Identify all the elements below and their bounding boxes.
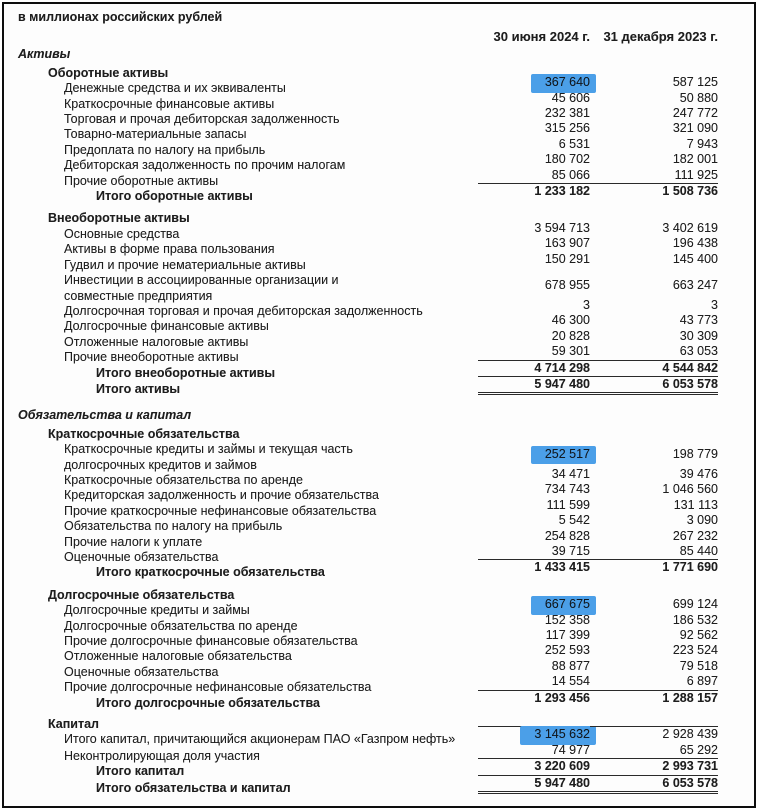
row-label: Долгосрочные обязательства [48,587,235,602]
value-2024: 20 828 [551,328,590,343]
value-2023: 196 438 [672,236,718,251]
row-label: Активы в форме права пользования [64,242,275,257]
value-2024: 5 947 480 [478,775,590,794]
value-2023: 6 053 578 [590,376,718,395]
column-header-30-june-2024: 30 июня 2024 г. [493,29,590,44]
value-2023: 131 113 [673,497,718,512]
row-label: Краткосрочные обязательства [48,426,240,441]
column-header-31-dec-2023: 31 декабря 2023 г. [603,29,718,44]
value-2023: 50 880 [679,90,718,105]
value-2024: 111 599 [546,497,590,512]
value-2023: 3 [711,297,718,312]
value-2024: 150 291 [544,251,590,266]
row-label: Отложенные налоговые обязательства [64,649,292,664]
value-2024: 1 233 182 [478,183,590,199]
row-label: Краткосрочные кредиты и займы и текущая часть долгосрочных кредитов и займов [64,442,353,472]
row-label: Оценочные обязательства [64,664,219,679]
value-2024: 4 714 298 [478,360,590,376]
row-label: Прочие оборотные активы [64,173,219,188]
row-label: Итого активы [96,381,181,396]
row-label: Гудвил и прочие нематериальные активы [64,257,306,272]
table-row [4,775,754,800]
row-label: Основные средства [64,226,180,241]
balance-sheet-table [4,47,754,800]
value-2024: 5 947 480 [478,376,590,395]
row-label: Итого оборотные активы [96,189,253,204]
value-2023: 43 773 [679,313,718,328]
table-row [4,690,754,712]
row-label: Итого обязательства и капитал [96,780,291,795]
value-2023: 3 402 619 [662,220,718,235]
value-2023: 699 124 [672,597,718,612]
value-2023: 223 524 [672,643,718,658]
value-2024: 88 877 [551,658,590,673]
value-2023: 30 309 [679,328,718,343]
row-label: Итого капитал [96,764,185,779]
value-2023: 92 562 [679,628,718,643]
row-label: Итого долгосрочные обязательства [96,695,320,710]
value-2023: 6 053 578 [590,775,718,794]
value-2024: 46 300 [551,313,590,328]
table-row [4,47,754,62]
value-2023: 4 544 842 [590,360,718,376]
row-label: Прочие внеоборотные активы [64,350,239,365]
document-page [2,2,756,808]
value-2023: 1 046 560 [662,482,718,497]
value-2024: 59 301 [551,344,590,359]
row-label: Прочие долгосрочные нефинансовые обязательства [64,680,372,695]
row-label: Прочие налоги к уплате [64,534,203,549]
value-2023: 6 897 [686,674,718,689]
value-2023: 145 400 [672,251,718,266]
value-2024 [478,597,590,612]
value-2023: 182 001 [672,152,718,167]
row-label: Внеоборотные активы [48,211,190,226]
value-2023: 79 518 [679,658,718,673]
table-row [4,427,754,442]
value-2023: 247 772 [672,106,718,121]
row-label: Неконтролирующая доля участия [64,748,260,763]
value-2024: 734 743 [544,482,590,497]
value-2023: 587 125 [672,75,718,90]
row-label: Долгосрочная торговая и прочая дебиторская задолженность [64,303,423,318]
value-2024: 1 433 415 [478,559,590,575]
value-2023: 198 779 [672,446,718,461]
value-2023: 1 508 736 [590,183,718,199]
highlighted-value[interactable]: 667 675 [531,596,596,614]
value-2023: 1 288 157 [590,690,718,706]
highlighted-value[interactable]: 252 517 [531,446,596,464]
value-2023: 3 090 [686,513,718,528]
value-2024: 6 531 [558,136,590,151]
row-label: Предоплата по налогу на прибыль [64,142,266,157]
row-label: Долгосрочные кредиты и займы [64,603,250,618]
value-2023: 111 925 [674,167,718,182]
value-2024: 1 293 456 [478,690,590,706]
row-label: Прочие долгосрочные финансовые обязательства [64,634,358,649]
table-row [4,376,754,401]
value-2024: 163 907 [544,236,590,251]
row-label: Инвестиции в ассоциированные организации и совместные предприятия [64,273,339,303]
value-2023: 2 928 439 [590,726,718,742]
value-2024: 3 594 713 [534,220,590,235]
value-2023: 2 993 731 [590,758,718,774]
row-label: Итого капитал, причитающийся акционерам ПАО «Газпром нефть» [64,732,456,747]
row-label: Прочие краткосрочные нефинансовые обязательства [64,503,377,518]
value-2024: 3 [583,297,590,312]
value-2024: 117 399 [545,628,590,643]
value-2024: 39 715 [551,544,590,558]
value-2024: 254 828 [544,528,590,543]
table-row [4,184,754,205]
table-row [4,408,754,423]
value-2024 [478,75,590,90]
column-headers [4,29,754,44]
row-label: Краткосрочные финансовые активы [64,96,275,111]
row-label: Оборотные активы [48,65,169,80]
row-label: Итого краткосрочные обязательства [96,565,325,580]
row-label: Активы [18,47,71,62]
row-label: Краткосрочные обязательства по аренде [64,472,303,487]
value-2024 [478,726,590,742]
value-2024: 152 358 [544,612,590,627]
value-2024: 180 702 [544,152,590,167]
value-2023: 7 943 [686,136,718,151]
value-2023: 63 053 [679,344,718,359]
value-2024: 3 220 609 [478,758,590,774]
row-label: Итого внеоборотные активы [96,365,276,380]
row-label: Торговая и прочая дебиторская задолженность [64,112,340,127]
value-2023: 1 771 690 [590,559,718,575]
highlighted-value[interactable]: 3 145 632 [520,726,596,744]
value-2023: 186 532 [672,612,718,627]
row-label: Дебиторская задолженность по прочим налогам [64,158,346,173]
row-label: Кредиторская задолженность и прочие обязательства [64,488,379,503]
table-row [4,560,754,581]
value-2024: 252 593 [544,643,590,658]
value-2024: 14 554 [551,674,590,689]
value-2024: 45 606 [551,90,590,105]
value-2024: 678 955 [544,277,590,292]
value-2024: 315 256 [544,121,590,136]
value-2024: 85 066 [551,167,590,182]
row-label: Отложенные налоговые активы [64,334,249,349]
units-note: в миллионах российских рублей [18,10,223,24]
highlighted-value[interactable]: 367 640 [531,74,596,92]
row-label: Товарно-материальные запасы [64,127,247,142]
value-2023: 321 090 [672,121,718,136]
value-2023: 39 476 [679,466,718,481]
value-2023: 65 292 [679,742,718,757]
row-label: Капитал [48,717,99,732]
row-label: Долгосрочные финансовые активы [64,319,269,334]
row-label: Оценочные обязательства [64,550,219,564]
row-label: Долгосрочные обязательства по аренде [64,618,298,633]
value-2024: 5 542 [558,513,590,528]
value-2023: 267 232 [672,528,718,543]
table-row [4,251,754,273]
value-2023: 85 440 [679,544,718,558]
row-label: Денежные средства и их эквиваленты [64,81,286,96]
value-2024: 34 471 [551,466,590,481]
row-label: Обязательства и капитал [18,408,192,423]
value-2023: 663 247 [672,277,718,292]
value-2024: 232 381 [544,106,590,121]
value-2024 [478,447,590,462]
row-label: Обязательства по налогу на прибыль [64,519,283,534]
value-2024: 74 977 [551,742,590,757]
